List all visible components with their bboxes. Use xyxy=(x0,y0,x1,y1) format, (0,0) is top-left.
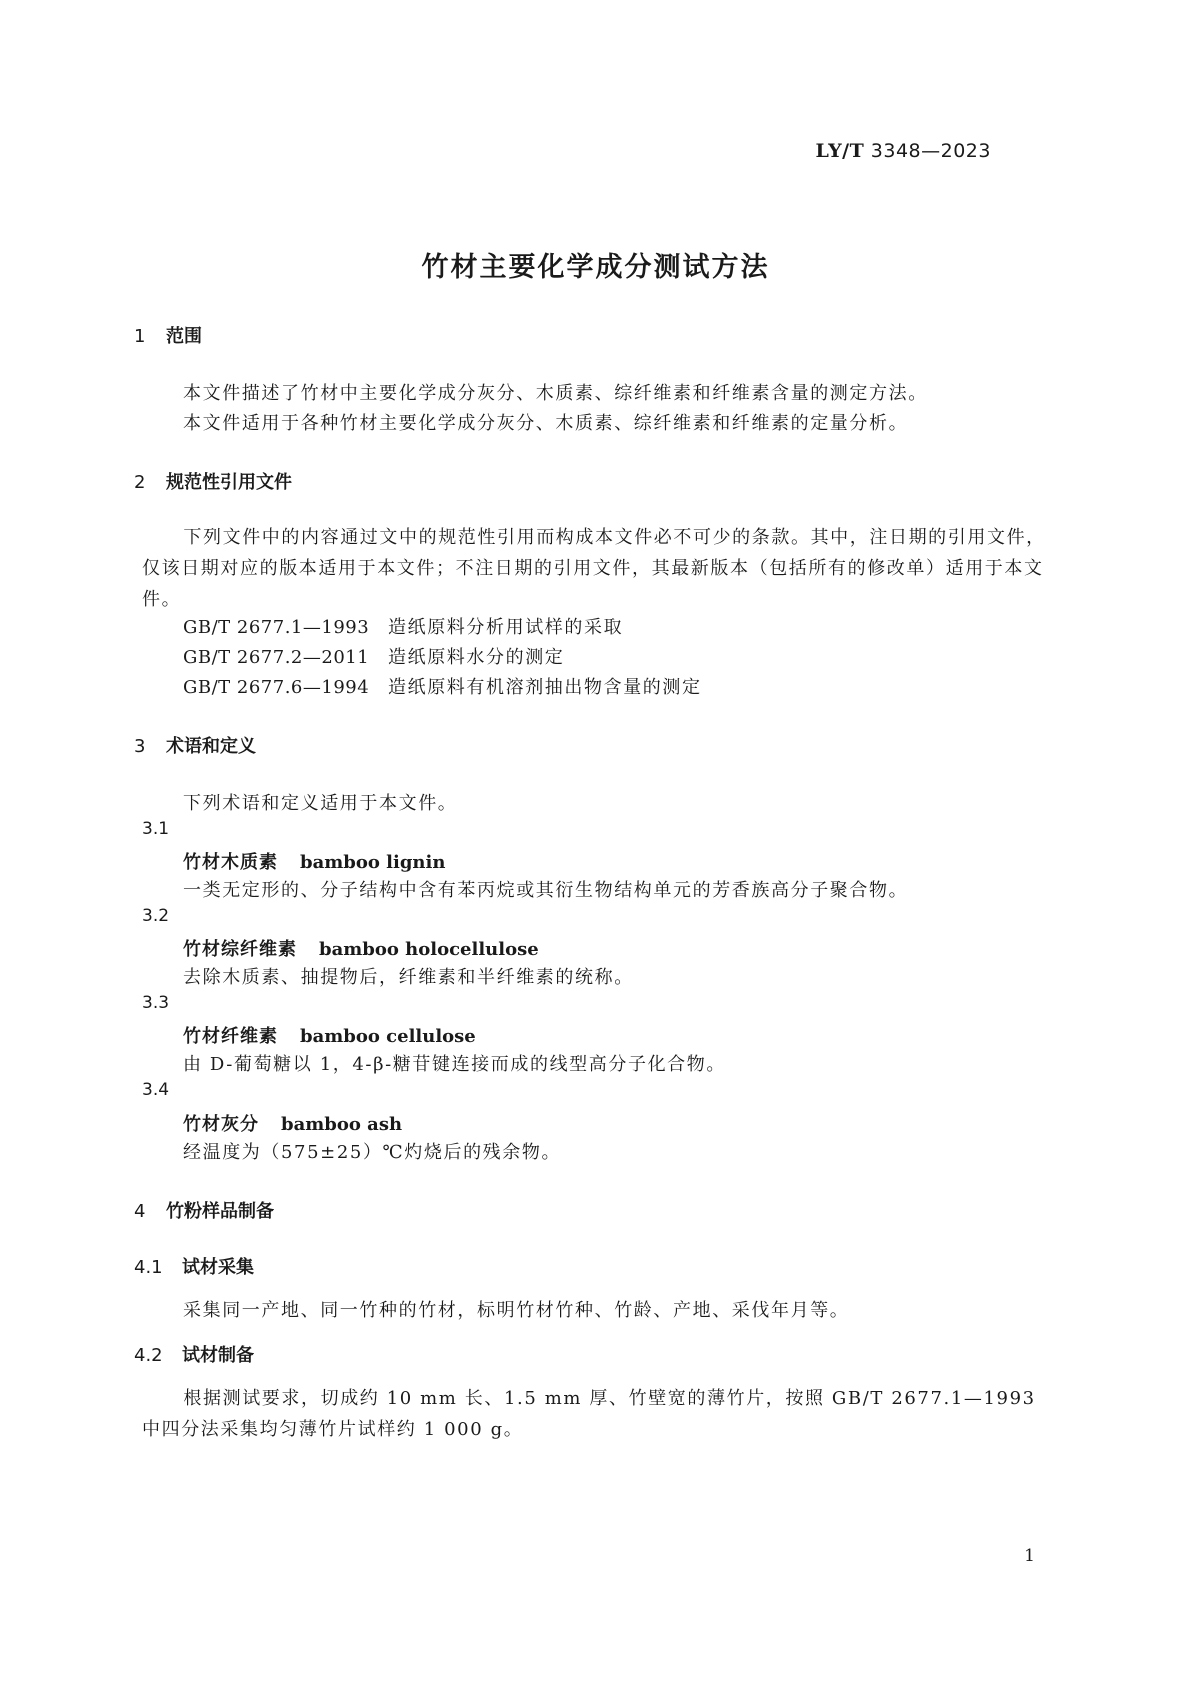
term-english: bamboo cellulose xyxy=(300,1026,476,1047)
terms-intro: 下列术语和定义适用于本文件。 xyxy=(183,793,458,814)
standard-code: 3348—2023 xyxy=(870,140,991,162)
section-title: 规范性引用文件 xyxy=(166,472,292,493)
term-chinese: 竹材木质素 xyxy=(183,852,278,873)
preparation-paragraph: 根据测试要求，切成约 10 mm 长、1.5 mm 厚、竹壁宽的薄竹片，按照 GB/T 2677.1—1993 中四分法采集均匀薄竹片试样约 1 000 g。 xyxy=(142,1388,1036,1440)
document-title: 竹材主要化学成分测试方法 xyxy=(421,252,770,283)
subsection-number: 4.2 xyxy=(134,1345,163,1366)
section-3-heading xyxy=(134,732,256,758)
reference-item xyxy=(183,613,623,639)
term-english: bamboo holocellulose xyxy=(319,939,539,960)
term-number: 3.4 xyxy=(142,1080,170,1100)
reference-name: 造纸原料水分的测定 xyxy=(388,647,565,668)
section-2-heading xyxy=(134,468,292,494)
scope-paragraph-2: 本文件适用于各种竹材主要化学成分灰分、木质素、综纤维素和纤维素的定量分析。 xyxy=(183,413,909,434)
reference-code: GB/T 2677.1—1993 xyxy=(183,617,370,638)
subsection-number: 4.1 xyxy=(134,1257,163,1278)
term-english: bamboo ash xyxy=(281,1114,403,1135)
term-name xyxy=(183,1110,402,1136)
section-number: 3 xyxy=(134,736,146,757)
term-number: 3.3 xyxy=(142,993,170,1013)
term-name xyxy=(183,848,445,874)
section-number: 2 xyxy=(134,472,146,493)
term-number: 3.2 xyxy=(142,906,170,926)
subsection-title: 试材采集 xyxy=(182,1257,254,1278)
term-number: 3.1 xyxy=(142,819,170,839)
term-chinese: 竹材综纤维素 xyxy=(183,939,297,960)
scope-paragraph-1: 本文件描述了竹材中主要化学成分灰分、木质素、综纤维素和纤维素含量的测定方法。 xyxy=(183,383,928,404)
normative-references-intro: 下列文件中的内容通过文中的规范性引用而构成本文件必不可少的条款。其中，注日期的引用文件，仅该日期对应的版本适用于本文件；不注日期的引用文件，其最新版本（包括所有的修改单）适用于本文件。 xyxy=(142,527,1046,610)
subsection-title: 试材制备 xyxy=(182,1345,254,1366)
term-definition: 经温度为（575±25）℃灼烧后的残余物。 xyxy=(183,1142,562,1163)
section-title: 竹粉样品制备 xyxy=(166,1201,274,1222)
page-number: 1 xyxy=(1024,1546,1035,1566)
section-number: 4 xyxy=(134,1201,146,1222)
term-chinese: 竹材纤维素 xyxy=(183,1026,278,1047)
standard-number xyxy=(815,140,991,162)
term-definition: 一类无定形的、分子结构中含有苯丙烷或其衍生物结构单元的芳香族高分子聚合物。 xyxy=(183,880,909,901)
subsection-4-2-heading xyxy=(134,1341,254,1367)
standard-prefix: LY/T xyxy=(815,140,865,162)
section-title: 范围 xyxy=(166,326,202,347)
term-name xyxy=(183,1022,476,1048)
reference-name: 造纸原料分析用试样的采取 xyxy=(388,617,624,638)
term-english: bamboo lignin xyxy=(300,852,446,873)
term-name xyxy=(183,935,539,961)
reference-code: GB/T 2677.6—1994 xyxy=(183,677,370,698)
reference-item xyxy=(183,643,564,669)
term-definition: 由 D-葡萄糖以 1，4-β-糖苷键连接而成的线型高分子化合物。 xyxy=(183,1054,726,1075)
section-4-heading xyxy=(134,1197,274,1223)
section-title: 术语和定义 xyxy=(166,736,256,757)
reference-name: 造纸原料有机溶剂抽出物含量的测定 xyxy=(388,677,702,698)
subsection-4-1-heading xyxy=(134,1253,254,1279)
reference-code: GB/T 2677.2—2011 xyxy=(183,647,370,668)
term-definition: 去除木质素、抽提物后，纤维素和半纤维素的统称。 xyxy=(183,967,634,988)
reference-item xyxy=(183,673,702,699)
section-1-heading xyxy=(134,322,202,348)
term-chinese: 竹材灰分 xyxy=(183,1114,259,1135)
sampling-paragraph: 采集同一产地、同一竹种的竹材，标明竹材竹种、竹龄、产地、采伐年月等。 xyxy=(183,1300,850,1321)
section-number: 1 xyxy=(134,326,146,347)
